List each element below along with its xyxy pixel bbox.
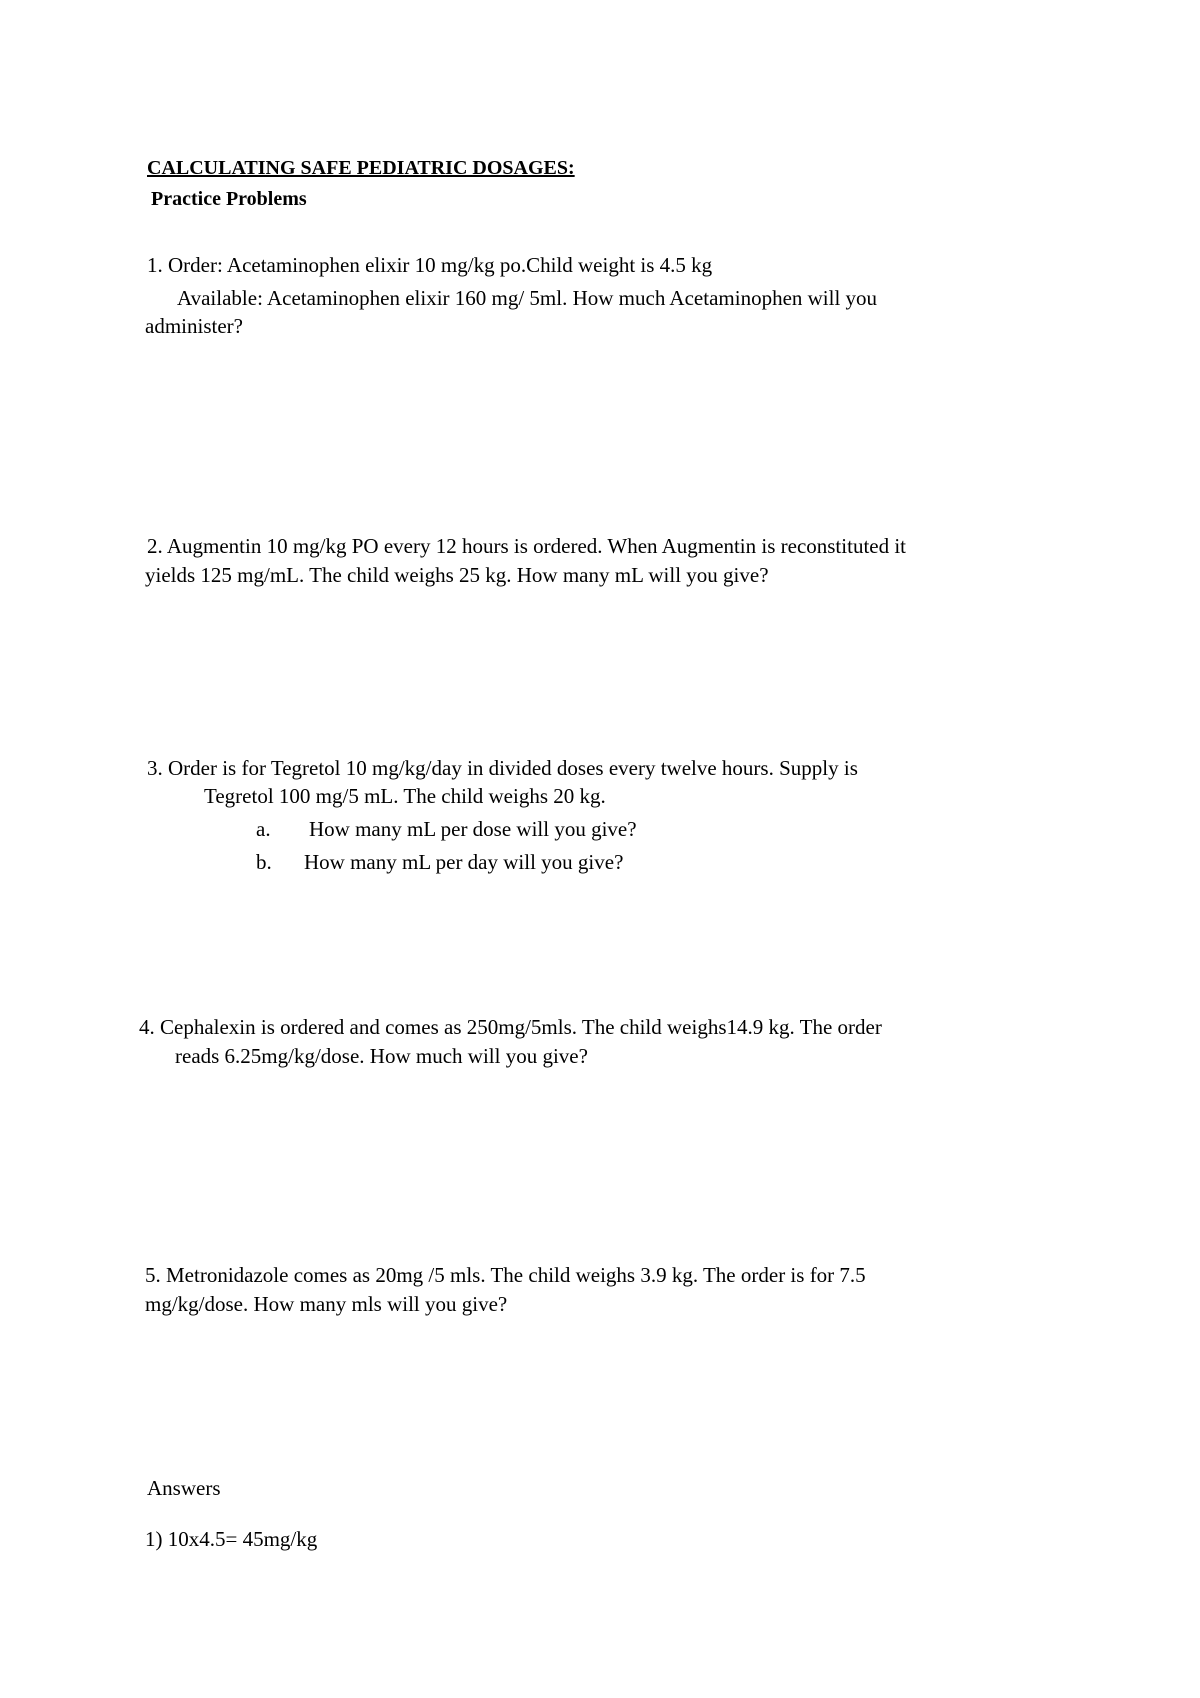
problem-text-line: 2. Augmentin 10 mg/kg PO every 12 hours is ordered. When Augmentin is reconstituted it xyxy=(147,534,907,558)
sub-question-letter: b. xyxy=(256,850,272,874)
answer-item: 1) 10x4.5= 45mg/kg xyxy=(145,1527,318,1551)
problem-text-line: 4. Cephalexin is ordered and comes as 250mg/5mls. The child weighs14.9 kg. The order xyxy=(139,1015,882,1039)
sub-question-text: How many mL per day will you give? xyxy=(304,850,624,874)
document-title: CALCULATING SAFE PEDIATRIC DOSAGES: xyxy=(147,157,575,179)
sub-question-text: How many mL per dose will you give? xyxy=(309,817,637,841)
problem-text-line: 5. Metronidazole comes as 20mg /5 mls. The child weighs 3.9 kg. The order is for 7.5 xyxy=(145,1263,866,1287)
problem-text-line: 3. Order is for Tegretol 10 mg/kg/day in divided doses every twelve hours. Supply is xyxy=(147,756,858,780)
document-subtitle: Practice Problems xyxy=(151,188,307,210)
problem-text-line: yields 125 mg/mL. The child weighs 25 kg. How many mL will you give? xyxy=(145,563,769,587)
problem-text-line: administer? xyxy=(145,314,243,338)
problem-text-line: Tegretol 100 mg/5 mL. The child weighs 20 kg. xyxy=(204,784,606,808)
answers-heading: Answers xyxy=(147,1476,221,1500)
problem-text-line: reads 6.25mg/kg/dose. How much will you give? xyxy=(175,1044,588,1068)
sub-question-letter: a. xyxy=(256,817,271,841)
problem-text-line: 1. Order: Acetaminophen elixir 10 mg/kg po.Child weight is 4.5 kg xyxy=(147,253,713,277)
problem-text-line: mg/kg/dose. How many mls will you give? xyxy=(145,1292,508,1316)
problem-text-line: Available: Acetaminophen elixir 160 mg/ 5ml. How much Acetaminophen will you xyxy=(177,286,878,310)
